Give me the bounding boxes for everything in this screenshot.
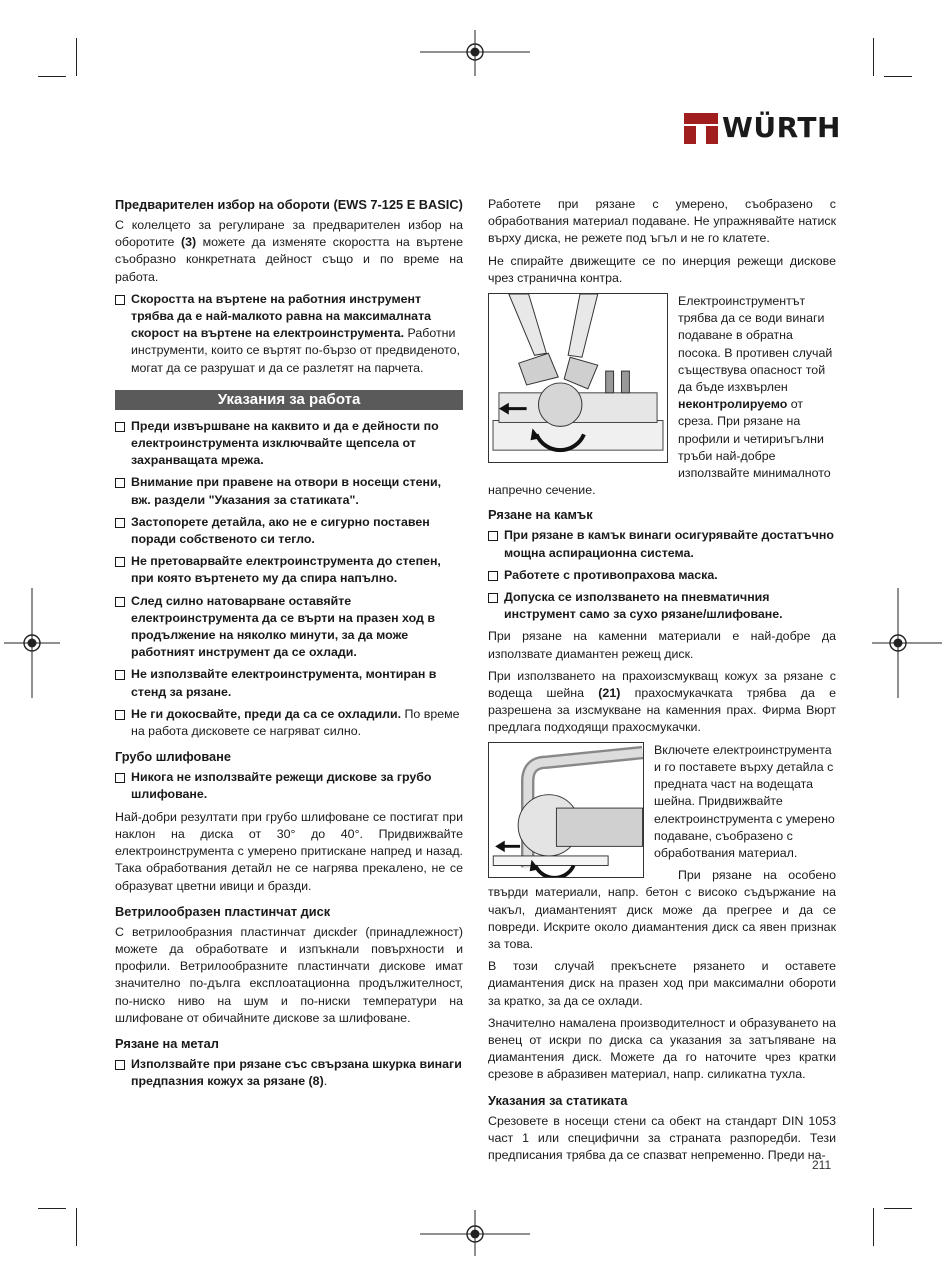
warning-item: Скоростта на въртене на работния инструмент трябва да е най-малкото равна на максималната скорост на въртене на електроинструмента. Работни инструменти, които се въртят по-бързо от предвиденото, могат да се разрушат и да се разлетят на парчета.: [115, 291, 463, 377]
paragraph: Електроинструментът трябва да се води винаги подаване в обратна посока. В противен случай съществува опасност той да бъде изхвърлен неконтролируемо от среза. При рязане на профили и четириъгълни тръби най-добре използвайте минималното напречно сечение.: [488, 294, 833, 498]
section-title: Рязане на камък: [488, 507, 593, 523]
paragraph: Най-добри резултати при грубо шлифоване се постигат при наклон на диска от 30° до 40°. Придвижвайте електроинструмента с умерено притискане напред и назад. Така обработвания детайл не се нагрява прекалено, не се образуват цветни ивици и бразди.: [115, 809, 463, 893]
crop-mark: [76, 1208, 77, 1246]
brand-logo-text: WÜRTH: [722, 111, 841, 144]
checkbox-icon: [115, 557, 125, 567]
checkbox-icon: [115, 518, 125, 528]
section-title: Предварителен избор на обороти (EWS 7-125 E BASIC): [115, 197, 463, 212]
registration-mark-icon: [872, 588, 942, 698]
paragraph: В този случай прекъснете рязането и оставете диамантения диск на празен ход при максимални обороти за кратко, за да се охлади.: [488, 959, 836, 1008]
paragraph: Не спирайте движещите се по инерция режещи дискове чрез странична контра.: [488, 253, 836, 285]
section-title: Грубо шлифоване: [115, 749, 231, 765]
figure-block: [488, 293, 836, 504]
warning-item: Допуска се използването на пневматичния инструмент само за сухо рязане/шлифоване.: [488, 589, 836, 623]
paragraph: С колелцето за регулиране за предварителен избор на оборотите (3) можете да изменяте скоростта на въртене съобразно конкретната дейност също и по време на работа.: [115, 218, 464, 284]
section-title: Рязане на метал: [115, 1035, 219, 1051]
warning-item: Никога не използвайте режещи дискове за грубо шлифоване.: [115, 769, 463, 803]
paragraph: Значително намалена производителност и образуването на венец от искри по диска са указания за затъпяване на диамантения диск. Можете да го наточите чрез кратки срезове в абразивен материал, напр. силикатна тухла.: [488, 1015, 836, 1082]
section-title: Указания за статиката: [488, 1092, 628, 1108]
figure-block: [488, 742, 836, 958]
crop-mark: [884, 1208, 912, 1209]
checkbox-icon: [115, 710, 125, 720]
checkbox-icon: [115, 478, 125, 488]
checkbox-icon: [115, 422, 125, 432]
paragraph: Срезовете в носещи стени са обект на стандарт DIN 1053 част 1 или специфични за страната разпоредби. Тези предписания трябва да се спазват непременно. Преди на-: [488, 1113, 836, 1162]
checkbox-icon: [115, 670, 125, 680]
checkbox-icon: [115, 1060, 125, 1070]
warning-item: Не претоварвайте електроинструмента до степен, при която въртенето му да спира напълно.: [115, 553, 463, 587]
warning-item: Внимание при правене на отвори в носещи стени, вж. раздели "Указания за статиката".: [115, 474, 463, 508]
wurth-logo-icon: [684, 112, 720, 146]
crop-mark: [38, 76, 66, 77]
checkbox-icon: [115, 773, 125, 783]
checkbox-icon: [488, 571, 498, 581]
registration-mark-icon: [420, 30, 530, 78]
warning-item: Застопорете детайла, ако не е сигурно поставен поради собственото си тегло.: [115, 514, 463, 548]
section-band-title: Указания за работа: [115, 390, 463, 410]
paragraph: При използването на прахоизсмукващ кожух за рязане с водеща шейна (21) прахосмукачката трябва да е разрешена за изсмукване на каменния прах. Фирма Вюрт предлага подходящи прахосмукачки.: [488, 668, 836, 735]
checkbox-icon: [488, 531, 498, 541]
paragraph: Работете при рязане с умерено, съобразено с обработвания материал подаване. Не упражнявайте натиск върху диска, не режете под ъгъл и не го клатете.: [488, 197, 836, 246]
left-column: [115, 196, 463, 1095]
warning-item: След силно натоварване оставяйте електроинструмента да се върти на празен ход в продължение на няколко минути, за да може работният инструмент да се охлади.: [115, 593, 463, 662]
registration-mark-icon: [420, 1210, 530, 1258]
checkbox-icon: [488, 593, 498, 603]
crop-mark: [873, 38, 874, 76]
warning-item: Не ги докосвайте, преди да са се охладили. По време на работа дисковете се нагряват силно.: [115, 706, 463, 740]
cutting-direction-illustration: [488, 293, 668, 463]
crop-mark: [38, 1208, 66, 1209]
paragraph: С ветрилообразния пластинчат дискdеr (принадлежност) можете да обработвате и изпъкнали повърхности и профили. Ветрилообразните пластинчати дискове имат значително по-дълга експлоатационна продължителност, по-ниско ниво на шум и по-ниски температури на шлифоване от обичайните дискове за шлифоване.: [115, 924, 463, 1025]
warning-item: Използвайте при рязане със свързана шкурка винаги предпазния кожух за рязане (8).: [115, 1056, 463, 1090]
paragraph: При рязане на особено твърди материали, напр. бетон с високо съдържание на чакъл, диамантеният диск може да прегрее и да се повреди. Искрите около диамантения диск са явен признак за това.: [488, 868, 836, 951]
warning-item: Работете с противопрахова маска.: [488, 567, 836, 584]
crop-mark: [873, 1208, 874, 1246]
right-column: [488, 196, 836, 1169]
warning-item: Преди извършване на каквито и да е дейности по електроинструмента изключвайте щепсела от захранващата мрежа.: [115, 418, 463, 470]
checkbox-icon: [115, 597, 125, 607]
paragraph: Включете електроинструмента и го поставете върху детайла с предната част на водещата шейна. Придвижвайте електроинструмента с умерено подаване, съобразено с обработвания материал.: [654, 742, 835, 860]
paragraph: При рязане на каменни материали е най-добре да използвате диамантен режещ диск.: [488, 629, 836, 661]
guide-sled-illustration: [488, 742, 644, 878]
crop-mark: [76, 38, 77, 76]
warning-item: При рязане в камък винаги осигурявайте достатъчно мощна аспирационна система.: [488, 527, 836, 561]
page-number: 211: [812, 1158, 832, 1172]
crop-mark: [884, 76, 912, 77]
checkbox-icon: [115, 295, 125, 305]
registration-mark-icon: [4, 588, 60, 698]
section-title: Ветрилообразен пластинчат диск: [115, 903, 331, 919]
warning-item: Не използвайте електроинструмента, монтиран в стенд за рязане.: [115, 666, 463, 700]
